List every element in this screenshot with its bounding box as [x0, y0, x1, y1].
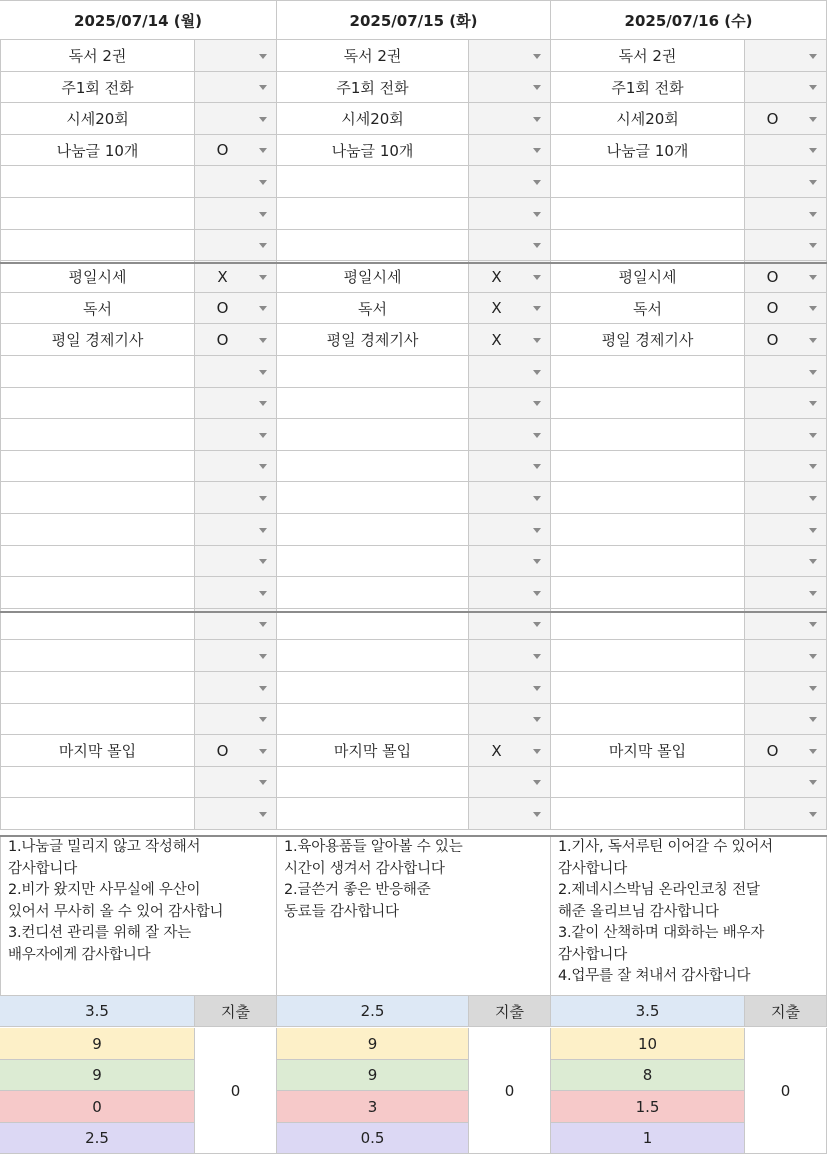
dropdown-arrow-icon[interactable]	[259, 591, 267, 596]
task-label	[0, 546, 195, 577]
status-dropdown[interactable]	[745, 798, 827, 830]
dropdown-arrow-icon[interactable]	[533, 622, 541, 627]
group-separator	[0, 262, 827, 264]
dropdown-arrow-icon[interactable]	[533, 401, 541, 406]
task-label	[277, 609, 469, 640]
status-dropdown[interactable]	[469, 704, 551, 735]
task-label	[551, 419, 745, 451]
dropdown-arrow-icon[interactable]	[259, 180, 267, 185]
status-dropdown[interactable]	[469, 514, 551, 546]
day-header: 2025/07/14 (월)	[0, 0, 277, 40]
task-label	[277, 230, 469, 261]
dropdown-arrow-icon[interactable]	[533, 212, 541, 217]
dropdown-arrow-icon[interactable]	[533, 812, 541, 817]
dropdown-arrow-icon[interactable]	[533, 528, 541, 533]
status-dropdown[interactable]	[469, 324, 551, 356]
dropdown-arrow-icon[interactable]	[259, 338, 267, 343]
dropdown-arrow-icon[interactable]	[809, 433, 817, 438]
group-separator	[0, 835, 827, 837]
status-dropdown[interactable]	[745, 293, 827, 324]
dropdown-arrow-icon[interactable]	[809, 528, 817, 533]
status-dropdown[interactable]	[745, 419, 827, 451]
dropdown-arrow-icon[interactable]	[259, 780, 267, 785]
task-label: 독서	[277, 293, 469, 324]
status-dropdown[interactable]	[745, 577, 827, 609]
dropdown-arrow-icon[interactable]	[533, 117, 541, 122]
task-label	[0, 577, 195, 609]
task-label: 독서 2권	[277, 40, 469, 72]
status-dropdown[interactable]	[195, 198, 277, 230]
dropdown-arrow-icon[interactable]	[259, 401, 267, 406]
breakdown-cell: 3	[277, 1091, 469, 1123]
task-label: 주1회 전화	[277, 72, 469, 103]
dropdown-arrow-icon[interactable]	[533, 717, 541, 722]
status-dropdown[interactable]	[745, 451, 827, 482]
dropdown-arrow-icon[interactable]	[533, 433, 541, 438]
score-cell: 2.5	[277, 996, 469, 1027]
task-label	[0, 198, 195, 230]
status-dropdown[interactable]	[469, 419, 551, 451]
task-label: 평일시세	[551, 261, 745, 293]
dropdown-arrow-icon[interactable]	[259, 464, 267, 469]
breakdown-cell: 1.5	[551, 1091, 745, 1123]
task-label: 평일 경제기사	[0, 324, 195, 356]
status-dropdown[interactable]	[469, 40, 551, 72]
dropdown-arrow-icon[interactable]	[259, 275, 267, 280]
dropdown-arrow-icon[interactable]	[809, 306, 817, 311]
task-label	[277, 198, 469, 230]
dropdown-arrow-icon[interactable]	[533, 148, 541, 153]
status-dropdown[interactable]	[195, 798, 277, 830]
status-dropdown[interactable]	[195, 166, 277, 198]
status-dropdown[interactable]	[745, 324, 827, 356]
dropdown-arrow-icon[interactable]	[533, 370, 541, 375]
dropdown-arrow-icon[interactable]	[809, 148, 817, 153]
task-label	[0, 640, 195, 672]
status-dropdown[interactable]	[195, 324, 277, 356]
status-dropdown[interactable]	[195, 514, 277, 546]
status-dropdown[interactable]	[195, 451, 277, 482]
breakdown-cell: 1	[551, 1123, 745, 1154]
submit-value: 0	[745, 1028, 827, 1154]
dropdown-arrow-icon[interactable]	[533, 591, 541, 596]
status-dropdown[interactable]	[469, 135, 551, 166]
dropdown-arrow-icon[interactable]	[533, 275, 541, 280]
gratitude-note: 1.나눔글 밀리지 않고 작성해서 감사합니다 2.비가 왔지만 사무실에 우산이 있어서 무사히 올 수 있어 감사합니 3.컨디션 관리를 위해 잘 자는 배우자에게 감사합니다	[0, 836, 277, 996]
dropdown-arrow-icon[interactable]	[533, 306, 541, 311]
dropdown-arrow-icon[interactable]	[259, 686, 267, 691]
dropdown-arrow-icon[interactable]	[533, 85, 541, 90]
day-header: 2025/07/15 (화)	[277, 0, 551, 40]
breakdown-cell: 9	[277, 1060, 469, 1091]
status-dropdown[interactable]	[469, 103, 551, 135]
breakdown-cell: 0.5	[277, 1123, 469, 1154]
task-label: 평일시세	[277, 261, 469, 293]
dropdown-arrow-icon[interactable]	[259, 148, 267, 153]
status-dropdown[interactable]	[469, 609, 551, 640]
status-dropdown[interactable]	[745, 356, 827, 388]
task-label	[277, 166, 469, 198]
submit-value: 0	[195, 1028, 277, 1154]
dropdown-arrow-icon[interactable]	[533, 243, 541, 248]
status-dropdown[interactable]	[745, 40, 827, 72]
submit-label: 지출	[745, 996, 827, 1027]
status-dropdown[interactable]	[469, 735, 551, 767]
status-dropdown[interactable]	[469, 388, 551, 419]
status-dropdown[interactable]	[195, 356, 277, 388]
status-dropdown[interactable]	[745, 672, 827, 704]
task-label: 주1회 전화	[551, 72, 745, 103]
task-label	[0, 514, 195, 546]
status-dropdown[interactable]	[195, 261, 277, 293]
task-label	[277, 546, 469, 577]
dropdown-arrow-icon[interactable]	[809, 717, 817, 722]
task-label	[551, 482, 745, 514]
status-value: O	[216, 741, 229, 760]
status-value: O	[766, 299, 779, 317]
status-dropdown[interactable]	[195, 672, 277, 704]
status-value: X	[491, 330, 502, 349]
task-label	[551, 672, 745, 704]
task-label	[0, 482, 195, 514]
breakdown-cell: 0	[0, 1091, 195, 1123]
score-cell: 3.5	[551, 996, 745, 1027]
status-dropdown[interactable]	[469, 72, 551, 103]
status-dropdown[interactable]	[745, 103, 827, 135]
task-label: 나눔글 10개	[277, 135, 469, 166]
dropdown-arrow-icon[interactable]	[809, 243, 817, 248]
status-dropdown[interactable]	[745, 198, 827, 230]
status-value: X	[491, 299, 502, 317]
status-value: O	[216, 299, 229, 317]
task-label	[277, 767, 469, 798]
status-dropdown[interactable]	[745, 735, 827, 767]
task-label: 나눔글 10개	[551, 135, 745, 166]
task-label	[277, 419, 469, 451]
status-dropdown[interactable]	[195, 767, 277, 798]
dropdown-arrow-icon[interactable]	[259, 559, 267, 564]
status-value: X	[491, 267, 502, 286]
dropdown-arrow-icon[interactable]	[259, 717, 267, 722]
task-label	[551, 230, 745, 261]
task-label	[0, 419, 195, 451]
task-label	[0, 798, 195, 830]
dropdown-arrow-icon[interactable]	[259, 812, 267, 817]
breakdown-cell: 8	[551, 1060, 745, 1091]
task-label	[551, 577, 745, 609]
dropdown-arrow-icon[interactable]	[259, 622, 267, 627]
dropdown-arrow-icon[interactable]	[259, 306, 267, 311]
dropdown-arrow-icon[interactable]	[259, 749, 267, 754]
breakdown-cell: 2.5	[0, 1123, 195, 1154]
status-dropdown[interactable]	[195, 609, 277, 640]
status-dropdown[interactable]	[745, 482, 827, 514]
task-label: 주1회 전화	[0, 72, 195, 103]
dropdown-arrow-icon[interactable]	[533, 180, 541, 185]
task-label	[0, 388, 195, 419]
dropdown-arrow-icon[interactable]	[533, 338, 541, 343]
dropdown-arrow-icon[interactable]	[809, 686, 817, 691]
status-dropdown[interactable]	[195, 577, 277, 609]
dropdown-arrow-icon[interactable]	[533, 496, 541, 501]
dropdown-arrow-icon[interactable]	[809, 496, 817, 501]
status-dropdown[interactable]	[195, 135, 277, 166]
status-dropdown[interactable]	[745, 261, 827, 293]
task-label: 시세20회	[551, 103, 745, 135]
task-label	[551, 451, 745, 482]
dropdown-arrow-icon[interactable]	[809, 654, 817, 659]
status-dropdown[interactable]	[195, 640, 277, 672]
task-label	[277, 356, 469, 388]
task-label	[0, 356, 195, 388]
status-dropdown[interactable]	[469, 230, 551, 261]
task-label	[0, 166, 195, 198]
breakdown-cell: 10	[551, 1028, 745, 1060]
dropdown-arrow-icon[interactable]	[259, 370, 267, 375]
task-label	[551, 356, 745, 388]
dropdown-arrow-icon[interactable]	[809, 749, 817, 754]
submit-label: 지출	[469, 996, 551, 1027]
status-dropdown[interactable]	[745, 609, 827, 640]
task-label	[551, 798, 745, 830]
status-dropdown[interactable]	[469, 640, 551, 672]
dropdown-arrow-icon[interactable]	[809, 464, 817, 469]
status-value: O	[216, 330, 229, 349]
status-dropdown[interactable]	[745, 640, 827, 672]
task-label	[551, 514, 745, 546]
status-dropdown[interactable]	[195, 704, 277, 735]
dropdown-arrow-icon[interactable]	[533, 559, 541, 564]
group-separator	[0, 611, 827, 613]
task-label	[551, 198, 745, 230]
dropdown-arrow-icon[interactable]	[259, 212, 267, 217]
dropdown-arrow-icon[interactable]	[533, 54, 541, 59]
task-label: 마지막 몰입	[0, 735, 195, 767]
task-label	[551, 166, 745, 198]
dropdown-arrow-icon[interactable]	[259, 654, 267, 659]
status-dropdown[interactable]	[469, 293, 551, 324]
task-label: 독서 2권	[0, 40, 195, 72]
task-label	[0, 451, 195, 482]
dropdown-arrow-icon[interactable]	[809, 591, 817, 596]
dropdown-arrow-icon[interactable]	[809, 780, 817, 785]
status-value: O	[766, 267, 779, 286]
breakdown-cell: 9	[0, 1028, 195, 1060]
status-value: O	[766, 109, 779, 128]
task-label	[551, 704, 745, 735]
breakdown-cell: 9	[0, 1060, 195, 1091]
status-dropdown[interactable]	[745, 546, 827, 577]
status-dropdown[interactable]	[195, 293, 277, 324]
status-value: X	[491, 741, 502, 760]
status-dropdown[interactable]	[195, 72, 277, 103]
dropdown-arrow-icon[interactable]	[259, 117, 267, 122]
status-dropdown[interactable]	[469, 798, 551, 830]
status-dropdown[interactable]	[469, 482, 551, 514]
task-label: 마지막 몰입	[277, 735, 469, 767]
task-label: 나눔글 10개	[0, 135, 195, 166]
task-label	[551, 388, 745, 419]
dropdown-arrow-icon[interactable]	[533, 654, 541, 659]
status-dropdown[interactable]	[195, 103, 277, 135]
status-dropdown[interactable]	[745, 135, 827, 166]
dropdown-arrow-icon[interactable]	[809, 85, 817, 90]
dropdown-arrow-icon[interactable]	[533, 464, 541, 469]
dropdown-arrow-icon[interactable]	[809, 338, 817, 343]
task-label	[0, 672, 195, 704]
task-label	[0, 704, 195, 735]
status-dropdown[interactable]	[745, 514, 827, 546]
dropdown-arrow-icon[interactable]	[809, 54, 817, 59]
task-label: 평일시세	[0, 261, 195, 293]
task-label	[277, 482, 469, 514]
status-dropdown[interactable]	[195, 40, 277, 72]
dropdown-arrow-icon[interactable]	[259, 433, 267, 438]
dropdown-arrow-icon[interactable]	[533, 780, 541, 785]
task-label	[277, 451, 469, 482]
task-label: 평일 경제기사	[277, 324, 469, 356]
status-dropdown[interactable]	[469, 767, 551, 798]
status-value: X	[217, 267, 228, 286]
dropdown-arrow-icon[interactable]	[809, 275, 817, 280]
status-value: O	[216, 141, 229, 159]
dropdown-arrow-icon[interactable]	[809, 559, 817, 564]
task-label	[277, 640, 469, 672]
task-label	[277, 798, 469, 830]
status-dropdown[interactable]	[195, 388, 277, 419]
dropdown-arrow-icon[interactable]	[259, 54, 267, 59]
status-value: O	[766, 741, 779, 760]
task-label	[277, 577, 469, 609]
status-dropdown[interactable]	[745, 767, 827, 798]
dropdown-arrow-icon[interactable]	[533, 686, 541, 691]
status-dropdown[interactable]	[195, 482, 277, 514]
status-dropdown[interactable]	[469, 672, 551, 704]
day-header: 2025/07/16 (수)	[551, 0, 827, 40]
task-label: 독서	[0, 293, 195, 324]
task-label	[277, 514, 469, 546]
task-label	[551, 767, 745, 798]
submit-label: 지출	[195, 996, 277, 1027]
status-value: O	[766, 330, 779, 349]
status-dropdown[interactable]	[195, 419, 277, 451]
status-dropdown[interactable]	[195, 546, 277, 577]
submit-value: 0	[469, 1028, 551, 1154]
task-label: 평일 경제기사	[551, 324, 745, 356]
task-label	[551, 546, 745, 577]
gratitude-note: 1.기사, 독서루틴 이어갈 수 있어서 감사합니다 2.제네시스박님 온라인코칭 전달 해준 올리브님 감사합니다 3.같이 산책하며 대화하는 배우자 감사합니다 4.업무를 잘 쳐내서 감사합니다	[551, 836, 827, 996]
status-dropdown[interactable]	[469, 577, 551, 609]
task-label: 독서 2권	[551, 40, 745, 72]
dropdown-arrow-icon[interactable]	[809, 117, 817, 122]
dropdown-arrow-icon[interactable]	[809, 812, 817, 817]
task-label	[0, 230, 195, 261]
status-dropdown[interactable]	[469, 451, 551, 482]
dropdown-arrow-icon[interactable]	[259, 85, 267, 90]
status-dropdown[interactable]	[745, 230, 827, 261]
dropdown-arrow-icon[interactable]	[809, 180, 817, 185]
breakdown-cell: 9	[277, 1028, 469, 1060]
dropdown-arrow-icon[interactable]	[533, 749, 541, 754]
task-label	[0, 609, 195, 640]
status-dropdown[interactable]	[469, 261, 551, 293]
task-label	[277, 388, 469, 419]
task-label: 마지막 몰입	[551, 735, 745, 767]
dropdown-arrow-icon[interactable]	[809, 401, 817, 406]
task-label: 독서	[551, 293, 745, 324]
task-label: 시세20회	[0, 103, 195, 135]
dropdown-arrow-icon[interactable]	[809, 622, 817, 627]
dropdown-arrow-icon[interactable]	[809, 212, 817, 217]
task-label	[551, 640, 745, 672]
task-label	[0, 767, 195, 798]
status-dropdown[interactable]	[195, 230, 277, 261]
task-label	[277, 704, 469, 735]
status-dropdown[interactable]	[469, 166, 551, 198]
status-dropdown[interactable]	[469, 356, 551, 388]
task-label: 시세20회	[277, 103, 469, 135]
gratitude-note: 1.육아용품들 알아볼 수 있는 시간이 생겨서 감사합니다 2.글쓴거 좋은 반응해준 동료들 감사합니다	[277, 836, 551, 996]
task-label	[277, 672, 469, 704]
dropdown-arrow-icon[interactable]	[259, 243, 267, 248]
status-dropdown[interactable]	[469, 546, 551, 577]
status-dropdown[interactable]	[195, 735, 277, 767]
task-label	[551, 609, 745, 640]
status-dropdown[interactable]	[745, 72, 827, 103]
status-dropdown[interactable]	[745, 704, 827, 735]
status-dropdown[interactable]	[745, 166, 827, 198]
status-dropdown[interactable]	[745, 388, 827, 419]
dropdown-arrow-icon[interactable]	[809, 370, 817, 375]
score-cell: 3.5	[0, 996, 195, 1027]
dropdown-arrow-icon[interactable]	[259, 496, 267, 501]
status-dropdown[interactable]	[469, 198, 551, 230]
dropdown-arrow-icon[interactable]	[259, 528, 267, 533]
